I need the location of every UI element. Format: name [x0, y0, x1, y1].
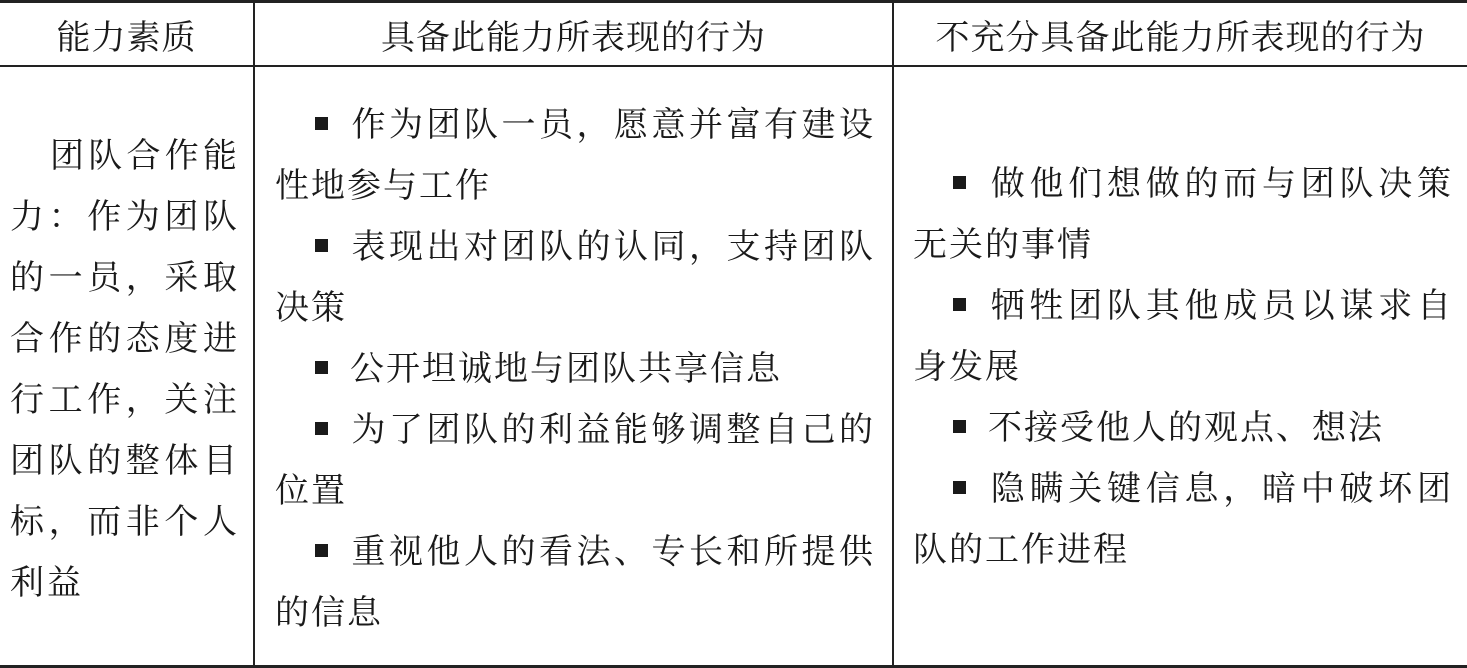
- square-bullet-icon: [315, 544, 328, 557]
- square-bullet-icon: [315, 239, 328, 252]
- list-item: [913, 398, 1453, 459]
- list-item-text: 不接受他人的观点、想法: [988, 408, 1384, 448]
- list-item: [913, 276, 1453, 398]
- list-item-text: 作为团队一员，愿意并富有建设性地参与工作: [275, 105, 875, 206]
- square-bullet-icon: [315, 422, 328, 435]
- list-item-text: 牺牲团队其他成员以谋求自身发展: [913, 286, 1453, 387]
- list-item: [275, 339, 875, 400]
- column-divider-1: [253, 0, 255, 668]
- column-divider-2: [892, 0, 894, 668]
- list-item: [275, 95, 875, 217]
- square-bullet-icon: [315, 117, 328, 130]
- list-item-text: 隐瞒关键信息，暗中破坏团队的工作进程: [913, 469, 1453, 570]
- list-item-text: 做他们想做的而与团队决策无关的事情: [913, 164, 1453, 265]
- list-item-text: 为了团队的利益能够调整自己的位置: [275, 410, 875, 511]
- list-item: [913, 459, 1453, 581]
- list-item: [913, 154, 1453, 276]
- list-item-text: 公开坦诚地与团队共享信息: [350, 349, 782, 389]
- list-item: [275, 522, 875, 644]
- square-bullet-icon: [315, 361, 328, 374]
- list-item: [275, 400, 875, 522]
- header-positive-behaviors: 具备此能力所表现的行为: [381, 17, 766, 58]
- square-bullet-icon: [953, 481, 966, 494]
- square-bullet-icon: [953, 176, 966, 189]
- header-negative-behaviors: 不充分具备此能力所表现的行为: [935, 17, 1426, 58]
- list-item: [275, 217, 875, 339]
- header-competency: 能力素质: [56, 17, 197, 58]
- list-item-text: 重视他人的看法、专长和所提供的信息: [275, 532, 875, 633]
- competency-description: [10, 67, 240, 665]
- list-item-text: 表现出对团队的认同，支持团队决策: [275, 227, 875, 328]
- square-bullet-icon: [953, 298, 966, 311]
- square-bullet-icon: [953, 420, 966, 433]
- positive-behaviors-cell: [275, 67, 875, 665]
- competency-text: 团队合作能力：作为团队的一员，采取合作的态度进行工作，关注团队的整体目标，而非个人利益: [10, 136, 240, 603]
- negative-behaviors-cell: [913, 67, 1453, 665]
